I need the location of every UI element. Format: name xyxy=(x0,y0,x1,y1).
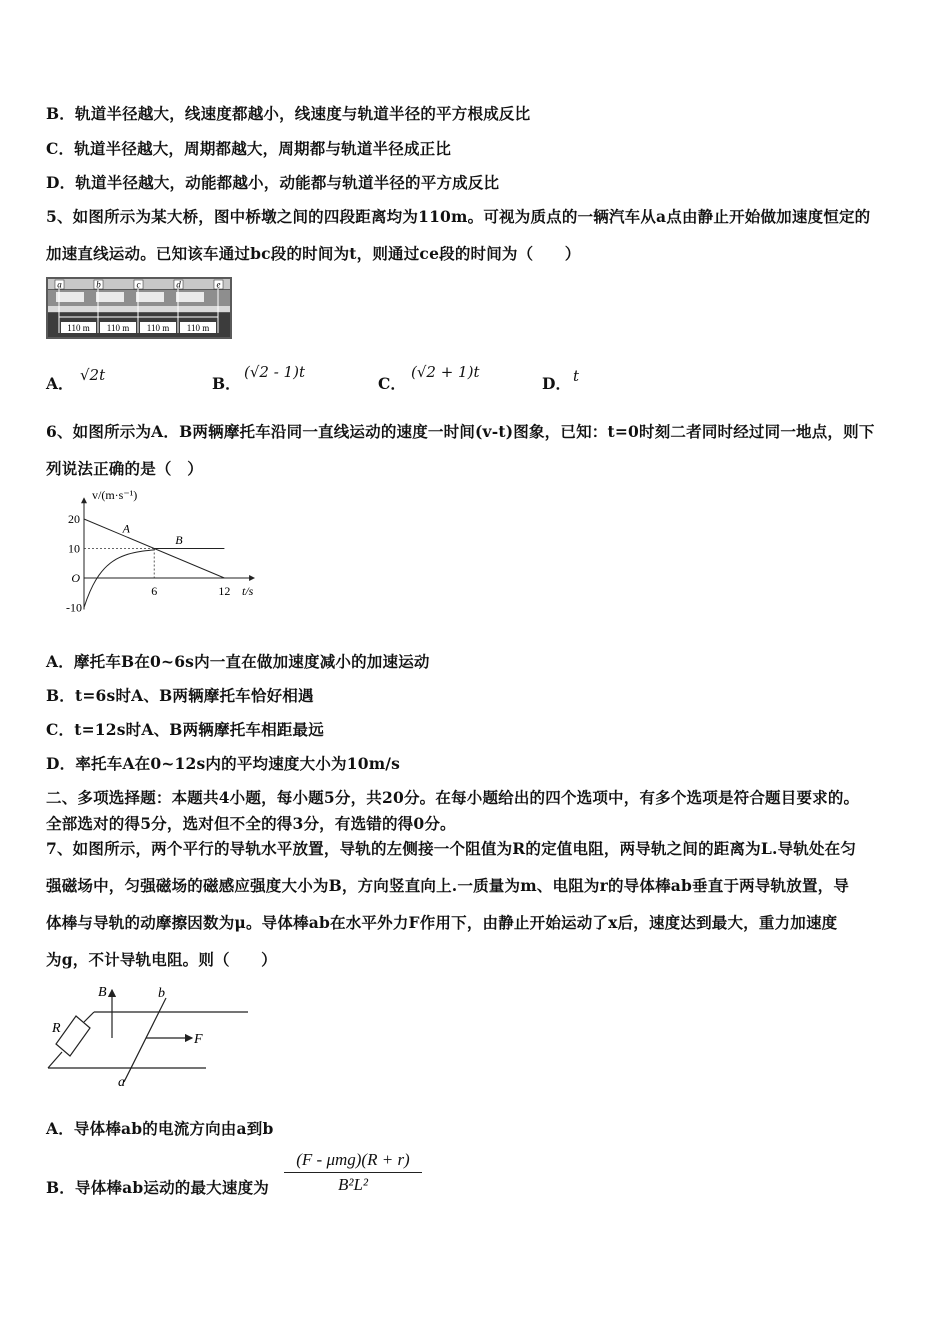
f-label: F xyxy=(194,1032,203,1047)
rail-circuit-figure xyxy=(46,982,252,1088)
y-tick-10: 10 xyxy=(68,541,80,556)
fraction-denominator: B²L² xyxy=(337,1175,369,1194)
q5-option-a-expr: √2t xyxy=(80,366,106,384)
q5-option-b-label: B． xyxy=(212,374,241,393)
q7-stem-line2: 强磁场中，匀强磁场的磁感应强度大小为B，方向竖直向上.一质量为m、电阻为r的导体棒ab垂直于两导轨放置，导 xyxy=(46,876,850,895)
x-tick-6: 6 xyxy=(151,584,158,598)
fraction-numerator: (F - μmg)(R + r) xyxy=(284,1150,422,1173)
bridge-span-4: 110 m xyxy=(186,323,210,333)
bridge-point-e: e xyxy=(216,279,221,290)
q6-stem-line1: 6、如图所示为A．B两辆摩托车沿同一直线运动的速度一时间(v-t)图象，已知：t=0时刻二者同时经过同一地点，则下 xyxy=(46,422,875,441)
q6-option-b: B．t=6s时A、B两辆摩托车恰好相遇 xyxy=(46,686,314,705)
q4-option-d: D．轨道半径越大，动能都越小，动能都与轨道半径的平方成反比 xyxy=(46,173,500,192)
series-b-label: B xyxy=(175,533,183,548)
q7-stem-line1: 7、如图所示，两个平行的导轨水平放置，导轨的左侧接一个阻值为R的定值电阻，两导轨之间的距离为L.导轨处在匀 xyxy=(46,839,857,858)
y-axis-label: v/(m·s⁻¹) xyxy=(92,488,138,502)
r-label: R xyxy=(52,1021,61,1036)
bridge-span-3: 110 m xyxy=(146,323,170,333)
q7-stem-line3: 体棒与导轨的动摩擦因数为μ。导体棒ab在水平外力F作用下，由静止开始运动了x后，速度达到最大，重力加速度 xyxy=(46,913,838,932)
q5-option-a-label: A． xyxy=(46,374,74,393)
series-a-label: A xyxy=(122,521,130,536)
q5-option-d-expr: t xyxy=(573,367,580,385)
q6-option-a: A．摩托车B在0~6s内一直在做加速度减小的加速运动 xyxy=(46,652,430,671)
q5-option-c-label: C． xyxy=(378,374,406,393)
q6-option-d: D．率托车A在0~12s内的平均速度大小为10m/s xyxy=(46,754,401,773)
bridge-span-2: 110 m xyxy=(106,323,130,333)
bridge-span-1: 110 m xyxy=(67,323,90,333)
bridge-point-a: a xyxy=(57,279,62,290)
q7-option-b: B．导体棒ab运动的最大速度为 xyxy=(46,1178,269,1197)
bridge-point-b: b xyxy=(96,279,101,290)
y-tick-neg10: -10 xyxy=(66,600,82,615)
q5-option-b-expr: (√2 - 1)t xyxy=(244,363,305,381)
section2-heading-line2: 全部选对的得5分，选对但不全的得3分，有选错的得0分。 xyxy=(46,814,456,833)
x-tick-12: 12 xyxy=(218,584,231,598)
bridge-point-c: c xyxy=(136,279,141,290)
a-end-label: a xyxy=(118,1075,125,1088)
q4-option-b: B．轨道半径越大，线速度都越小，线速度与轨道半径的平方根成反比 xyxy=(46,104,531,123)
conductor-rod xyxy=(124,998,166,1082)
q7-stem-line4: 为g，不计导轨电阻。则（ ） xyxy=(46,950,277,969)
b-label: B xyxy=(98,985,107,1000)
q5-stem-line2: 加速直线运动。已知该车通过bc段的时间为t，则通过ce段的时间为（ ） xyxy=(46,244,581,263)
section2-heading-line1: 二、多项选择题：本题共4小题，每小题5分，共20分。在每小题给出的四个选项中，有多个选项是符合题目要求的。 xyxy=(46,788,860,807)
bridge-point-d: d xyxy=(176,279,181,290)
bridge-figure xyxy=(46,277,232,339)
max-speed-fraction xyxy=(284,1150,422,1195)
x-axis-label: t/s xyxy=(242,584,254,598)
q6-option-c: C．t=12s时A、B两辆摩托车相距最远 xyxy=(46,720,324,739)
q5-option-d-label: D． xyxy=(542,374,571,393)
q7-option-a: A．导体棒ab的电流方向由a到b xyxy=(46,1119,274,1138)
q6-stem-line2: 列说法正确的是（ ） xyxy=(46,459,204,478)
b-end-label: b xyxy=(158,986,165,1001)
vt-chart xyxy=(56,484,266,619)
y-tick-20: 20 xyxy=(68,512,80,526)
origin-label: O xyxy=(71,571,80,585)
q5-stem-line1: 5、如图所示为某大桥，图中桥墩之间的四段距离均为110m。可视为质点的一辆汽车从a点由静止开始做加速度恒定的 xyxy=(46,207,871,226)
resistor xyxy=(56,1016,90,1056)
q4-option-c: C．轨道半径越大，周期都越大，周期都与轨道半径成正比 xyxy=(46,139,452,158)
q5-option-c-expr: (√2 + 1)t xyxy=(411,363,480,381)
